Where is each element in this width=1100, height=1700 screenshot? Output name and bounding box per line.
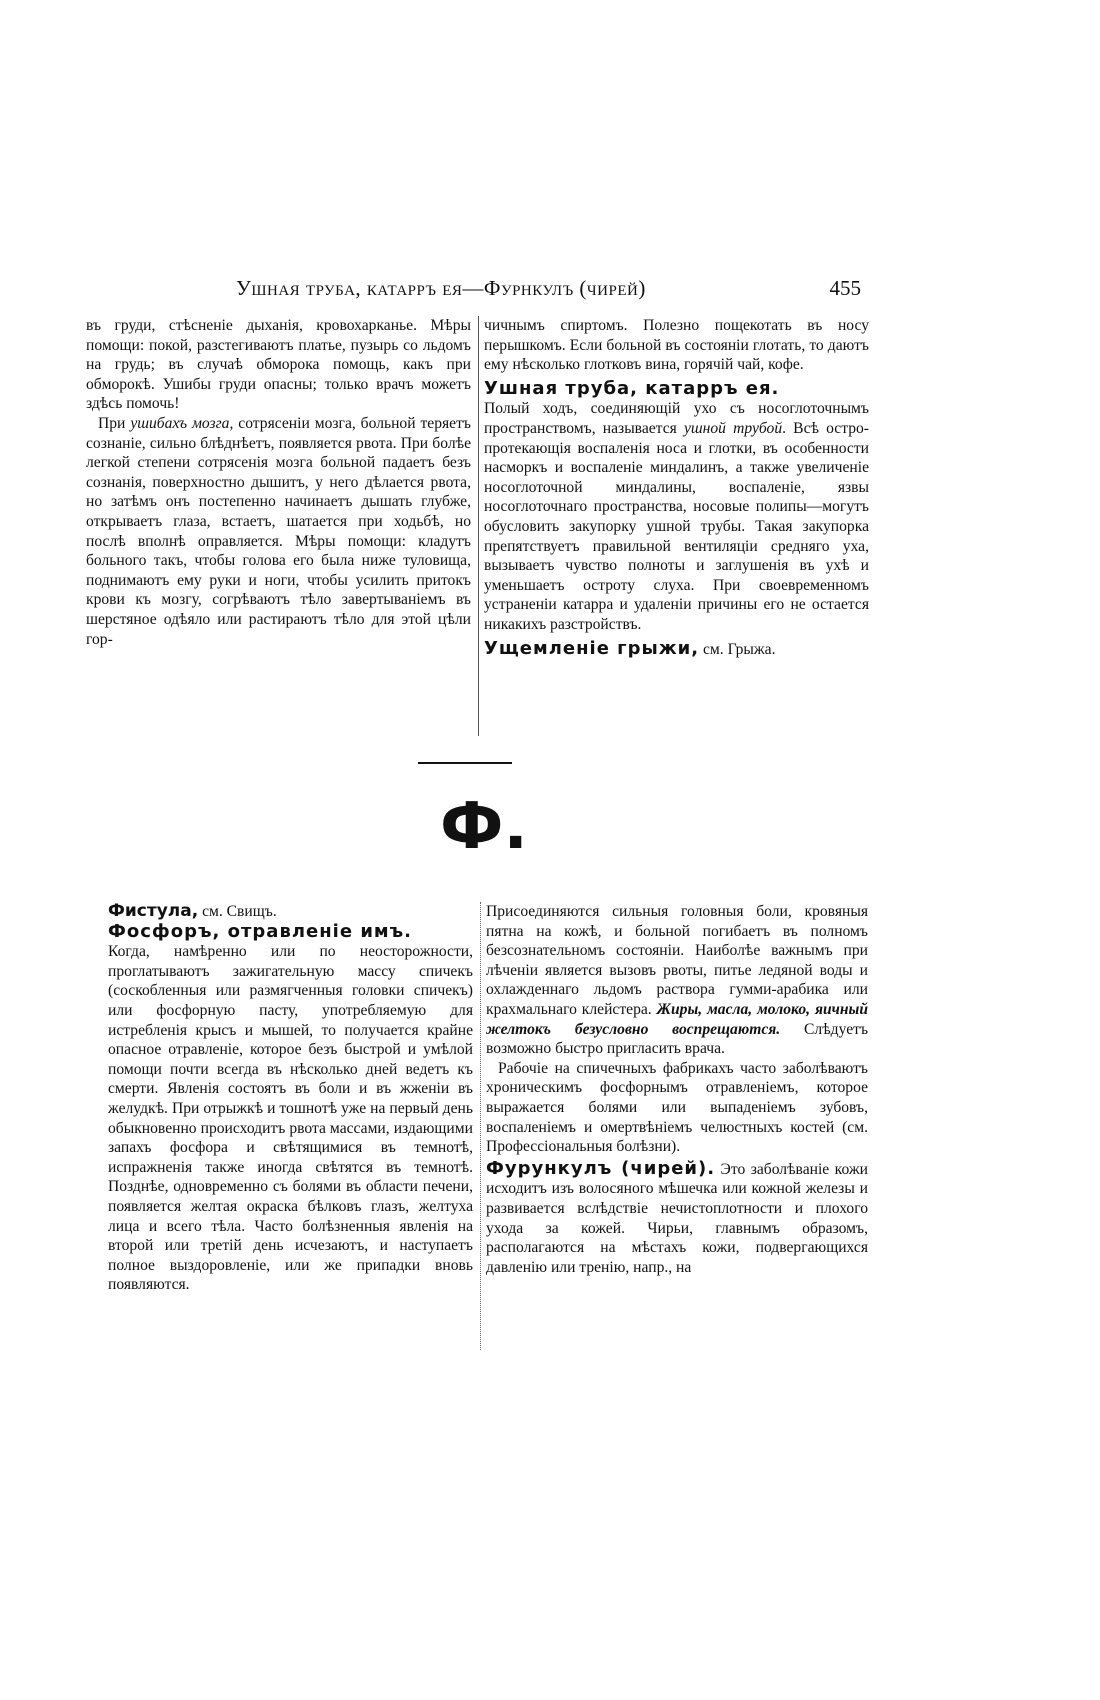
section-rule [418,762,512,764]
paragraph: въ груди, стѣсненіе дыханія, кровохарканье. Мѣры помощи: покой, разстегиваютъ платье, пузырь со льдомъ на грудь; въ случаѣ обморока помощь, какъ при обморокѣ. Ушибы груди опасны; только врачъ можетъ здѣсь помочь! [86,317,471,413]
entry-heading [484,639,869,660]
text-run: . Всѣ остро-протекающія воспаленія носа и глотки, въ особенности насморкъ и воспаленіе миндалинъ, а также увеличеніе носоглоточной миндалины, воспаленіе, язвы носоглоточнаго пространства, носовые полипы—могутъ обусловить закупорку ушной трубы. Такая закупорка препятствуетъ правильной вентиляціи средняго уха, вызываетъ чувство полноты и заглушенія въ ухѣ и уменьшаетъ остроту слуха. При своевременномъ устраненіи катарра и удаленіи причины его не остается никакихъ разстройствъ. [484,419,870,633]
text-run: , сотрясеніи мозга, больной теряетъ сознаніе, сильно блѣднѣетъ, появляется рвота. При болѣе легкой степени сотрясенія мозга больной падаетъ безъ сознанія, поверхностно дышитъ, у него дѣлается рвота, но затѣмъ онъ постепенно начинаетъ дышать глубже, открываетъ глаза, встаетъ, шатается при ходьбѣ, но послѣ вполнѣ оправляется. Мѣры помощи: кладутъ больного такъ, чтобы голова его была ниже туловища, поднимаютъ ему руки и ноги, чтобы усилить притокъ крови къ мозгу, согрѣваютъ тѣло завертываніемъ въ шерстяное одѣяло или растираютъ тѣло для этой цѣли гор- [86,414,471,648]
lower-left-column [108,902,473,1295]
paragraph: чичнымъ спиртомъ. Полезно пощекотать въ носу перышкомъ. Если больной въ состояніи глотать, то даютъ ему нѣсколько глотковъ вина, горячій чай, кофе. [484,317,869,374]
headword: Фурункулъ (чирей). [486,1157,716,1179]
cross-reference: см. Грыжа. [699,640,776,658]
column-divider [480,902,481,1350]
paragraph [486,902,868,1059]
paragraph: Когда, намѣренно или по неосторожности, проглатываютъ зажигательную массу спичекъ (соскобленныя или размягченныя головки спичекъ) или фосфорную пасту, употребляемую для истребленія крысъ и мышей, то получается крайне опасное отравленіе, которое безъ быстрой и умѣлой помощи почти всегда въ нѣсколько дней ведетъ къ смерти. Явленія состоятъ въ боли и въ жженіи въ желудкѣ. При отрыжкѣ и тошнотѣ уже на первый день обыкновенно происходитъ рвота массами, издающими запахъ фосфора и свѣтящимися въ темнотѣ, испражненія также иногда свѣтятся въ темнотѣ. Позднѣе, одновременно съ болями въ области печени, появляется желтая окраска бѣлковъ глазъ, желтуха лица и всего тѣла. Часто болѣзненныя явленія на второй или третій день исчезаютъ, и наступаетъ полное выздоровленіе, или же припадки вновь появляются. [108,943,473,1294]
entry-heading [108,922,473,943]
section-letter: Ф. [440,790,528,864]
text-run: Это заболѣваніе кожи исходитъ изъ волосяного мѣшечка или кожной железы и развивается вслѣдствіе нечистоплотности и плохого ухода за кожей. Чирьи, главнымъ образомъ, располагаются на мѣстахъ кожи, подвергающихся давленію или тренію, напр., на [486,1160,868,1276]
running-head-title: Ушная труба, катарръ ея—Фурнкулъ (чирей) [236,276,646,300]
headword: Ущемленіе грыжи, [484,637,700,659]
headword: Ушная труба, катарръ ея. [484,377,780,399]
entry-heading [108,902,473,922]
paragraph [86,414,471,649]
paragraph: Рабочіе на спичечныхъ фабрикахъ часто заболѣваютъ хроническимъ фосфорнымъ отравленіемъ, которое выражается болями или выпаденіемъ зубовъ, воспаленіемъ и омертвѣніемъ челюстныхъ костей (см. Профессіональныя болѣзни). [486,1059,868,1156]
column-divider [478,316,479,736]
upper-left-column [86,316,471,649]
text-run: Присоединяются сильныя головныя боли, кровяныя пятна на кожѣ, и больной погибаетъ въ полномъ безсознательномъ состояніи. Наиболѣе важнымъ при лѣченіи является вызовъ рвоты, питье ледяной воды и охлажденнаго льдомъ раствора гумми-арабика или крахмальнаго клейстера. [486,903,868,1018]
cross-reference: см. Свищъ. [198,903,277,920]
upper-right-column [484,316,869,659]
entry-heading [484,379,869,400]
text-run: При [98,414,131,432]
paragraph [486,1159,868,1278]
paragraph [484,399,869,634]
italic-term: ушибахъ мозга [130,414,230,432]
page-number: 455 [829,276,861,300]
italic-term: ушной трубой [683,419,783,437]
bold-italic-warning: Жиры, масла, молоко, яичный желтокъ безусловно воспрещаются. [486,1000,868,1038]
lower-right-column [486,902,868,1277]
headword: Фосфоръ, отравленіе имъ. [108,920,413,942]
headword: Фистула, [108,901,199,921]
text-run: Полый ходъ, соединяющій ухо съ носоглоточнымъ пространствомъ, называется [484,400,869,437]
running-header [236,276,861,306]
text-run: Слѣдуетъ возможно быстро пригласить врача. [486,1020,869,1058]
